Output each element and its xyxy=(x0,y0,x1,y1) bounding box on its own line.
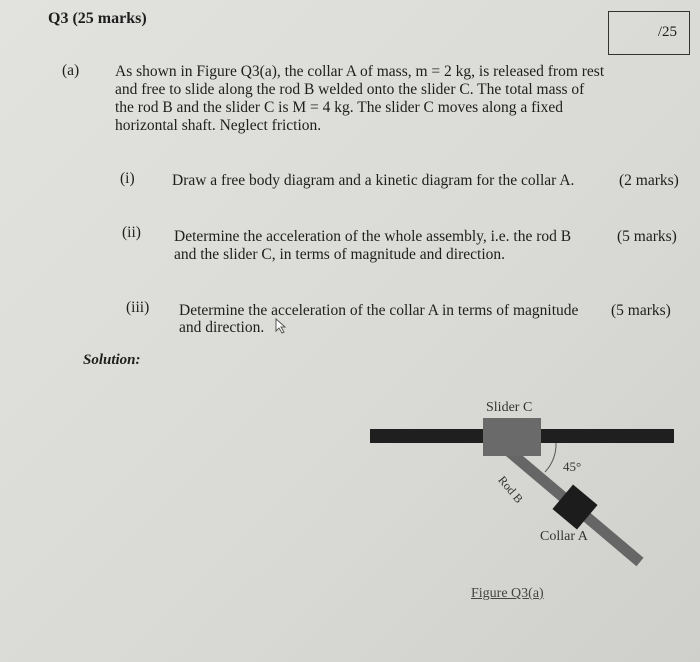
subpart-i-marks: (2 marks) xyxy=(619,172,679,189)
score-total: /25 xyxy=(657,24,677,40)
subpart-iii-label: (iii) xyxy=(126,299,150,316)
subpart-i-label: (i) xyxy=(120,170,135,187)
figure-caption: Figure Q3(a) xyxy=(471,586,544,601)
subpart-iii-text: Determine the acceleration of the collar A in terms of magnitude xyxy=(179,302,579,319)
subpart-ii-label: (ii) xyxy=(122,224,141,241)
question-title: Q3 (25 marks) xyxy=(48,10,147,27)
subpart-ii-marks: (5 marks) xyxy=(617,228,677,245)
part-a-label: (a) xyxy=(62,62,80,79)
subpart-ii-text: and the slider C, in terms of magnitude and direction. xyxy=(174,246,506,263)
subpart-i-text: Draw a free body diagram and a kinetic diagram for the collar A. xyxy=(172,172,575,189)
rod-label: Rod B xyxy=(495,473,526,506)
angle-label: 45° xyxy=(563,459,582,474)
part-a-line: horizontal shaft. Neglect friction. xyxy=(115,117,322,134)
slider-c xyxy=(483,418,541,456)
part-a-line: As shown in Figure Q3(a), the collar A of mass, m = 2 kg, is released from rest xyxy=(115,63,605,80)
subpart-iii-text: and direction. xyxy=(179,319,265,336)
subpart-iii-marks: (5 marks) xyxy=(611,302,671,319)
angle-arc xyxy=(545,443,556,472)
part-a-line: and free to slide along the rod B welded onto the slider C. The total mass of xyxy=(115,81,585,98)
collar-label: Collar A xyxy=(540,529,588,544)
subpart-ii-text: Determine the acceleration of the whole assembly, i.e. the rod B xyxy=(174,228,572,245)
part-a-line: the rod B and the slider C is M = 4 kg. The slider C moves along a fixed xyxy=(115,99,563,116)
solution-label: Solution: xyxy=(83,352,141,368)
slider-label: Slider C xyxy=(486,400,533,415)
